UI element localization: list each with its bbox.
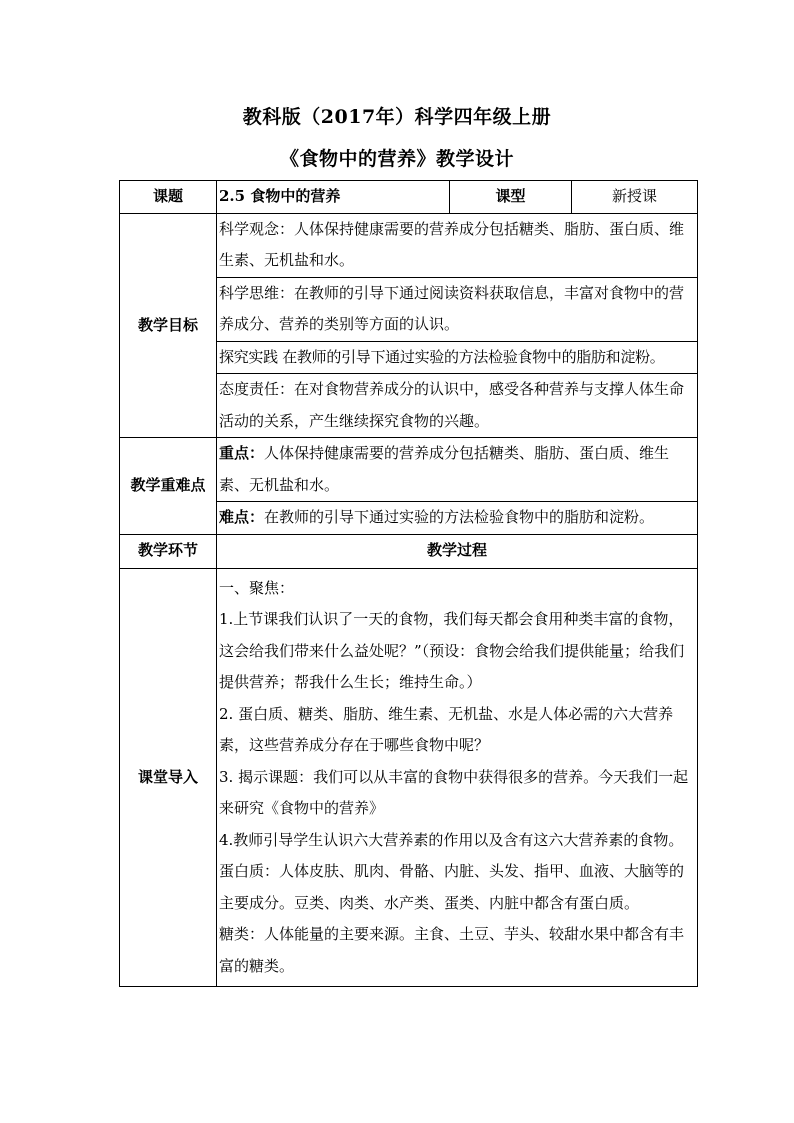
objectives-row-1 [120, 213, 698, 277]
topic-row [120, 181, 698, 214]
objective-item: 探究实践 在教师的引导下通过实验的方法检验食物中的脂肪和淀粉。 [217, 341, 698, 374]
intro-paragraph: 蛋白质：人体皮肤、肌肉、骨骼、内脏、头发、指甲、血液、大脑等的主要成分。豆类、肉类、水产类、蛋类、内脏中都含有蛋白质。 [219, 862, 685, 912]
intro-paragraph: 3. 揭示课题：我们可以从丰富的食物中获得很多的营养。今天我们一起来研究《食物中的营养》 [219, 767, 689, 817]
intro-content [217, 568, 698, 987]
objective-item: 科学观念：人体保持健康需要的营养成分包括糖类、脂肪、蛋白质、维生素、无机盐和水。 [217, 213, 698, 277]
difficult-point-label: 难点： [219, 508, 265, 526]
intro-paragraph: 1.上节课我们认识了一天的食物，我们每天都会食用种类丰富的食物，这会给我们带来什么益处呢？”（预设：食物会给我们提供能量；给我们提供营养；帮我什么生长；维持生命。） [219, 610, 685, 691]
topic-value: 2.5 食物中的营养 [217, 181, 450, 214]
objectives-label: 教学目标 [120, 213, 217, 438]
key-point [217, 438, 698, 502]
intro-paragraph: 糖类：人体能量的主要来源。主食、土豆、芋头、较甜水果中都含有丰富的糖类。 [219, 925, 685, 975]
intro-row [120, 568, 698, 987]
intro-paragraph: 4.教师引导学生认识六大营养素的作用以及含有这六大营养素的食物。 [219, 830, 684, 849]
intro-paragraph: 2. 蛋白质、糖类、脂肪、维生素、无机盐、水是人体必需的六大营养素，这些营养成分存在于哪些食物中呢？ [219, 704, 674, 754]
section-header-row [120, 534, 698, 568]
document-subtitle: 《食物中的营养》教学设计 [279, 148, 514, 170]
lesson-plan-table [119, 180, 698, 987]
intro-paragraph: 一、聚焦： [219, 578, 295, 597]
key-point-label: 重点： [219, 444, 265, 462]
stage-label: 教学环节 [120, 534, 217, 568]
difficult-point [217, 502, 698, 535]
key-point-text: 人体保持健康需要的营养成分包括糖类、脂肪、蛋白质、维生素、无机盐和水。 [219, 444, 670, 494]
topic-label: 课题 [120, 181, 217, 214]
objective-item: 态度责任：在对食物营养成分的认识中，感受各种营养与支撑人体生命活动的关系，产生继续探究食物的兴趣。 [217, 374, 698, 438]
document-title: 教科版（2017年）科学四年级上册 [242, 106, 552, 128]
objective-item: 科学思维：在教师的引导下通过阅读资料获取信息，丰富对食物中的营养成分、营养的类别等方面的认识。 [217, 277, 698, 341]
keypoints-row-1 [120, 438, 698, 502]
intro-label: 课堂导入 [120, 568, 217, 987]
process-label: 教学过程 [217, 534, 698, 568]
difficult-point-text: 在教师的引导下通过实验的方法检验食物中的脂肪和淀粉。 [264, 508, 655, 526]
type-label: 课型 [450, 181, 572, 214]
type-value: 新授课 [572, 181, 698, 214]
keypoints-label: 教学重难点 [120, 438, 217, 535]
